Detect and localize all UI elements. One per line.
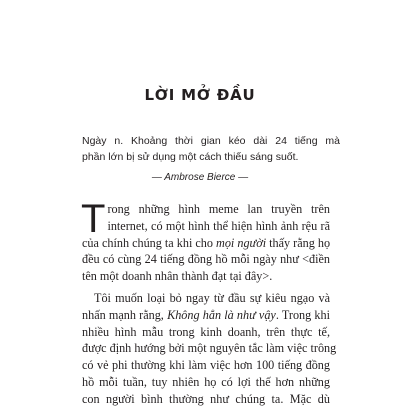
text-line: con người bình thường như chúng ta. Mặc dù — [82, 391, 330, 406]
text-line: được định hướng bởi một nguyên tắc làm việc trông — [82, 341, 337, 356]
text-line: hồ mỗi tuần, tuy nhiên họ có lợi thế hơn những — [82, 374, 330, 389]
emphasis: mọi người — [216, 235, 267, 250]
text-line: internet, có một hình thể hiện hình ảnh rệu rã — [107, 218, 330, 233]
text-line: rong những hình meme lan truyền trên — [107, 202, 330, 216]
epigraph-line: Ngày n. Khoảng thời gian kéo dài 24 tiếng mà — [82, 135, 340, 147]
paragraph-1 — [81, 197, 331, 285]
epigraph — [82, 133, 340, 165]
text-line: tên một doanh nhân thành đạt tại đây>. — [82, 269, 273, 284]
text-line — [82, 307, 330, 324]
text-line: nhiều hình mẫu trong kinh doanh, trên thực tế, — [82, 324, 330, 339]
text-run: của chính chúng ta khi cho — [82, 235, 217, 250]
text-run: nhấn mạnh rằng, — [82, 307, 168, 322]
epigraph-line: phần lớn bị sử dụng một cách thiếu sáng suốt. — [82, 151, 299, 163]
text-run: . Trong khi — [275, 307, 331, 322]
text-line — [82, 235, 330, 252]
text-run: thấy rằng họ — [266, 235, 331, 250]
text-line: Tôi muốn loại bỏ ngay từ đầu sự kiêu ngạo và — [94, 290, 330, 305]
text-line: đều có cùng 24 tiếng đồng hồ mỗi ngày như <điền — [82, 252, 330, 267]
paragraph-2 — [82, 290, 337, 408]
drop-cap: T — [81, 197, 106, 241]
body-text — [81, 197, 337, 408]
chapter-heading: LỜI MỞ ĐẦU — [144, 86, 256, 104]
epigraph-attribution: — Ambrose Bierce — — [151, 172, 249, 183]
emphasis: Không hẳn là như vậy — [167, 307, 276, 322]
text-line: có vẻ phi thường khi làm việc hơn 100 tiếng đồng — [82, 358, 330, 373]
